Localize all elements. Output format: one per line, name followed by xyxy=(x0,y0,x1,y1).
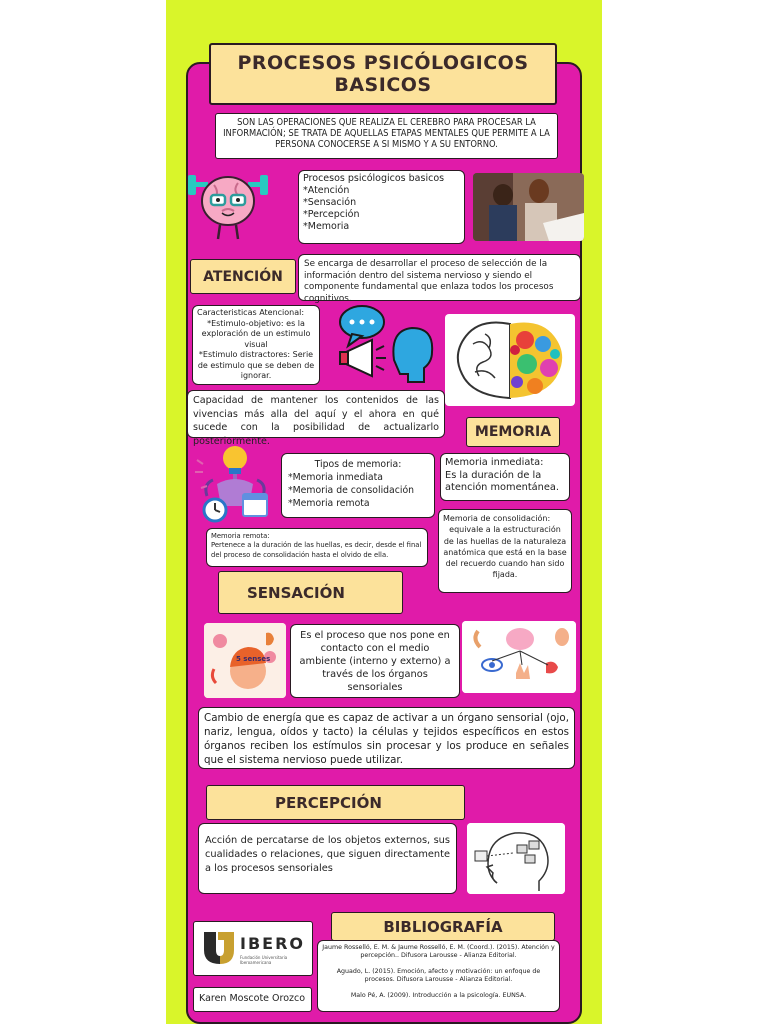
list-item: *Memoria xyxy=(303,221,350,232)
bibliography-list xyxy=(317,940,560,1012)
bibliography-entry: Aguado, L. (2015). Emoción, afecto y motivación: un enfoque de procesos. Difusora Larousse - Alianza Editorial. xyxy=(336,967,541,984)
list-heading: Procesos psicólogicos basicos xyxy=(303,173,445,184)
memory-type-item: *Memoria inmediata xyxy=(288,472,383,483)
memory-lightbulb-image xyxy=(193,440,275,526)
title-line-1: PROCESOS PSICÓLOGICOS xyxy=(237,52,529,74)
list-item: *Percepción xyxy=(303,209,360,220)
senses-diagram-image xyxy=(462,621,576,693)
atencion-heading: ATENCIÓN xyxy=(190,259,296,294)
consolidacion-heading: Memoria de consolidación: xyxy=(443,514,551,523)
five-senses-label: 5 senses xyxy=(236,655,271,663)
atencion-capacity: Capacidad de mantener los contenidos de las vivencias más alla del aquí y el ahora en qué sucede con la posibilidad de actualizarlo posteriormente. xyxy=(187,390,445,438)
characteristic-line: *Estimulo-objetivo: es la exploración de un estimulo visual xyxy=(201,318,311,349)
ibero-logo xyxy=(193,921,313,976)
megaphone-communication-image xyxy=(332,300,438,386)
memoria-heading: MEMORIA xyxy=(466,417,560,447)
atencion-characteristics xyxy=(192,305,320,385)
atencion-definition: Se encarga de desarrollar el proceso de selección de la información dentro del sistema nervioso y siendo el componente fundamental que enlaza todos los procesos cognitivos. xyxy=(298,254,581,301)
ibero-logo-mark xyxy=(202,930,236,966)
sensacion-heading: SENSACIÓN xyxy=(218,571,403,614)
memoria-consolidacion xyxy=(438,509,572,593)
characteristics-heading: Caracteristicas Atencional: xyxy=(197,308,305,317)
memory-types xyxy=(281,453,435,518)
list-item: *Sensación xyxy=(303,197,357,208)
processes-list xyxy=(298,170,465,244)
characteristic-line: *Estimulo distractores: Serie de estimulo que se deben de ignorar. xyxy=(197,350,315,380)
colorful-brain-image xyxy=(445,314,575,406)
sensacion-detail: Cambio de energía que es capaz de activar a un órgano sensorial (ojo, nariz, lengua, oídos y tacto) la células y tejidos específicos en estos órganos reciben los estímulos sin procesar y los produce en señales que el sistema nervioso puede utilizar. xyxy=(198,707,575,769)
inmediata-heading: Memoria inmediata: xyxy=(445,457,544,468)
memoria-remota xyxy=(206,528,428,567)
logo-name: IBERO xyxy=(240,934,305,953)
brain-gym-image xyxy=(186,165,270,245)
memory-type-item: *Memoria de consolidación xyxy=(288,485,415,496)
memory-types-heading: Tipos de memoria: xyxy=(314,459,402,470)
author-name: Karen Moscote Orozco xyxy=(193,987,312,1012)
remota-text: Pertenece a la duración de las huellas, es decir, desde el final del proceso de consolidación hasta el olvido de ella. xyxy=(211,541,422,559)
logo-tagline: Fundación Universitaria Iberoamericana xyxy=(240,955,288,965)
sensacion-definition: Es el proceso que nos pone en contacto con el medio ambiente (interno y externo) a través de los órganos sensoriales xyxy=(290,624,460,698)
intro-text: SON LAS OPERACIONES QUE REALIZA EL CEREBRO PARA PROCESAR LA INFORMACIÓN; SE TRATA DE AQUELLAS ETAPAS MENTALES QUE PERMITE A LA PERSONA CONOCERSE A SI MISMO Y A SU ENTORNO. xyxy=(215,113,558,159)
bibliography-entry: Jaume Rosselló, E. M. & Jaume Rosselló, E. M. (Coord.). (2015). Atención y percepción.. Difusora Larousse - Alianza Editorial. xyxy=(322,944,555,960)
five-senses-image xyxy=(204,623,286,698)
bibliography-entry: Malo Pé, A. (2009). Introducción a la psicología. EUNSA. xyxy=(350,991,527,999)
consolidacion-text: equivale a la estructuración de las huellas de la naturaleza anatómica que está en la base del recuerdo cuando han sido fijada. xyxy=(443,525,567,580)
memory-type-item: *Memoria remota xyxy=(288,498,370,509)
page-title xyxy=(209,43,557,105)
remota-heading: Memoria remota: xyxy=(211,532,270,540)
title-line-2: BASICOS xyxy=(334,74,432,96)
people-photo xyxy=(473,173,584,241)
perception-head-image xyxy=(467,823,565,894)
list-item: *Atención xyxy=(303,185,350,196)
bibliografia-heading: BIBLIOGRAFÍA xyxy=(331,912,555,941)
percepcion-definition: Acción de percatarse de los objetos externos, sus cualidades o relaciones, que siguen directamente a los procesos sensoriales xyxy=(198,823,457,894)
inmediata-text: Es la duración de la atención momentánea. xyxy=(445,469,560,493)
percepcion-heading: PERCEPCIÓN xyxy=(206,785,465,820)
memoria-inmediata xyxy=(440,453,570,501)
